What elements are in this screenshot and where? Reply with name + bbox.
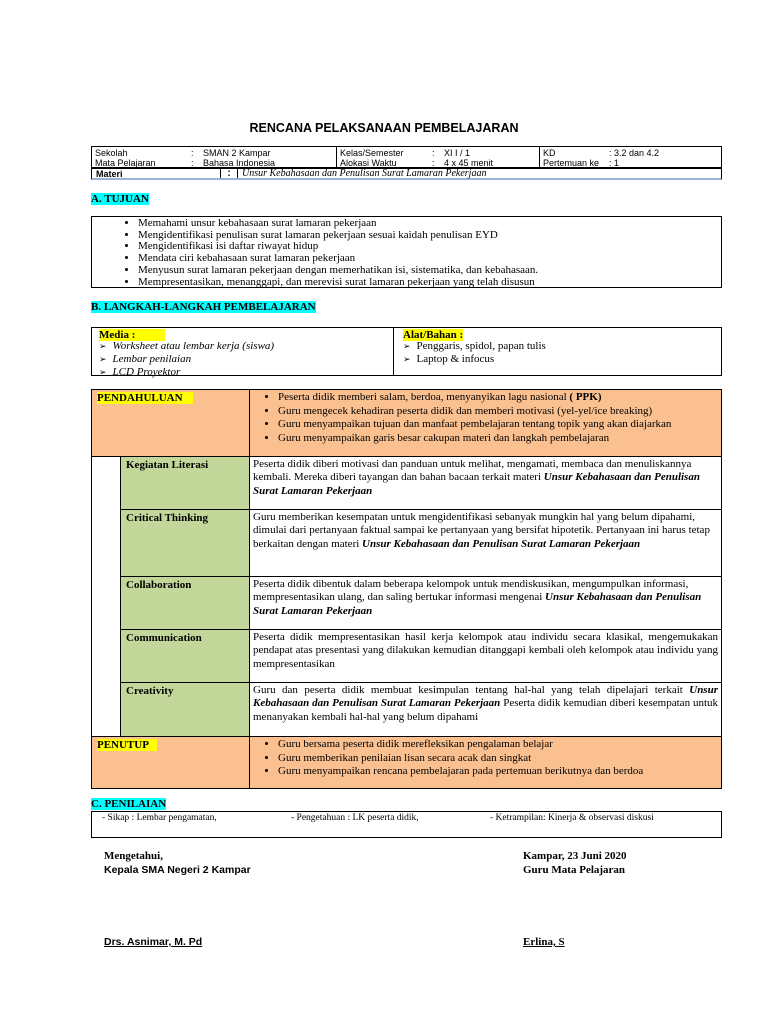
alokasi-value: 4 x 45 menit [444,158,494,168]
list-item: • Mempresentasikan, menanggapi, dan merevisi surat lamaran pekerjaan yang telah disusun [138,277,721,289]
mapel-sep: : [191,158,194,168]
list-item: • Guru menyampaikan rencana pembelajaran pada pertemuan berikutnya dan berdoa [278,765,719,779]
pendahuluan-label: PENDAHULUAN [97,392,193,404]
kegiatan-label: Communication [121,630,250,683]
penilaian-box [91,811,722,838]
list-item: • Guru bersama peserta didik merefleksikan pengalaman belajar [278,738,719,752]
kd-label: KD [543,148,556,158]
list-item: ➢ LCD Proyektor [99,367,393,380]
list-item: • Mengidentifikasi penulisan surat lamaran pekerjaan sesuai kaidah penulisan EYD [138,230,721,242]
sig-right-line1: Kampar, 23 Juni 2020 [523,850,627,862]
list-item: ➢ Penggaris, spidol, papan tulis [403,341,546,354]
alokasi-sep: : [432,158,435,168]
kegiatan-label: Creativity [121,683,250,737]
list-item: • Memahami unsur kebahasaan surat lamaran pekerjaan [138,218,721,230]
penutup-label: PENUTUP [97,739,157,751]
kegiatan-text: Guru memberikan kesempatan untuk mengidentifikasi sebanyak mungkin hal yang belum dipahami, dimulai dari pertanyaan faktual sampai ke pertanyaan yang bersifat hipotetik. Pertanyaan ini harus tetap berkaitan dengan materi Unsur Kebahasaan dan Penulisan Surat Lamaran Pekerjaan [250,510,722,577]
document-title: RENCANA PELAKSANAAN PEMBELAJARAN [249,121,519,135]
langkah-heading: B. LANGKAH-LANGKAH PEMBELAJARAN [91,301,316,313]
kelas-value: XI I / 1 [444,148,471,158]
pertemuan-value: : 1 [609,158,620,168]
list-item: • Guru memberikan penilaian lisan secara acak dan singkat [278,752,719,766]
list-item: • Guru menyampaikan garis besar cakupan materi dan langkah pembelajaran [278,432,719,446]
materi-sep: : [221,168,238,178]
materi-value: Unsur Kebahasaan dan Penulisan Surat Lamaran Pekerjaan [242,168,487,179]
pertemuan-label: Pertemuan ke [543,158,600,168]
alat-column [394,328,546,375]
kegiatan-text: Peserta didik mempresentasikan hasil kerja kelompok atau individu secara klasikal, mengemukakan pendapat atas presentasi yang dilakukan kemudian ditanggapi kembali oleh kelompok atau individu yang mempresentasikan [250,630,722,683]
list-item: • Peserta didik memberi salam, berdoa, menyanyikan lagu nasional ( PPK) [278,391,719,405]
sig-left-line2: Kepala SMA Negeri 2 Kampar [104,864,251,876]
penilaian-pengetahuan: - Pengetahuan : LK peserta didik, [291,813,419,823]
signature-left [104,849,251,877]
materi-row [91,167,722,180]
penutup-items-cell [250,737,722,789]
alokasi-label: Alokasi Waktu [340,158,397,168]
materi-label: Materi [92,168,221,178]
mapel-value: Bahasa Indonesia [203,158,276,168]
kegiatan-label: Kegiatan Literasi [121,457,250,510]
sekolah-label: Sekolah [95,148,128,158]
alat-list [403,341,546,367]
sig-left-line1: Mengetahui, [104,850,163,862]
penutup-list [252,738,719,779]
kegiatan-text: Guru dan peserta didik membuat kesimpulan tentang hal-hal yang telah dipelajari terkait Unsur Kebahasaan dan Penulisan Surat Lamaran Pekerjaan Peserta didik kemudian diberi kesempatan untuk menanyakan kembali hal-hal yang belum dipahami [250,683,722,737]
kegiatan-text: Peserta didik diberi motivasi dan panduan untuk melihat, mengamati, membaca dan menuliskannya kembali. Mereka diberi tayangan dan bahan bacaan terkait materi Unsur Kebahasaan dan Penulisan Surat Lamaran Pekerjaan [250,457,722,510]
media-box [91,327,722,376]
kegiatan-label: Collaboration [121,577,250,630]
sig-right-name: Erlina, S [523,936,565,948]
list-item: • Guru mengecek kehadiran peserta didik dan memberi motivasi (yel-yel/ice breaking) [278,405,719,419]
list-item: • Menyusun surat lamaran pekerjaan dengan memerhatikan isi, sistematika, dan kebahasaan. [138,265,721,277]
tujuan-heading: A. TUJUAN [91,193,149,205]
pendahuluan-items-cell [250,390,722,457]
list-item: ➢ Worksheet atau lembar kerja (siswa) [99,341,393,354]
sig-left-name: Drs. Asnimar, M. Pd [104,936,203,948]
pendahuluan-list [252,391,719,445]
list-item: • Mengidentifikasi isi daftar riwayat hidup [138,241,721,253]
list-item: ➢ Laptop & infocus [403,354,546,367]
kegiatan-label: Critical Thinking [121,510,250,577]
pendahuluan-label-cell [92,390,250,457]
signature-right [523,849,627,877]
kelas-sep: : [432,148,435,158]
penilaian-heading: C. PENILAIAN [91,798,167,810]
penilaian-ketrampilan: - Ketrampilan: Kinerja & observasi diskusi [490,813,654,823]
media-column [92,328,394,378]
kelas-label: Kelas/Semester [340,148,404,158]
penilaian-sikap: - Sikap : Lembar pengamatan, [102,813,217,823]
alat-label: Alat/Bahan : [403,329,464,341]
media-label: Media : [99,329,165,341]
list-item: • Guru menyampaikan tujuan dan manfaat pembelajaran tentang topik yang akan diajarkan [278,418,719,432]
spacer-cell [92,457,121,737]
kegiatan-text: Peserta didik dibentuk dalam beberapa kelompok untuk mendiskusikan, mengumpulkan informasi, mempresentasikan ulang, dan saling bertukar informasi mengenai Unsur Kebahasaan dan Penulisan Surat Lamaran Pekerjaan [250,577,722,630]
kd-value: : 3.2 dan 4.2 [609,148,660,158]
tujuan-list [92,218,721,288]
sekolah-value: SMAN 2 Kampar [203,148,271,158]
mapel-label: Mata Pelajaran [95,158,156,168]
header-table [91,146,722,169]
list-item: • Mendata ciri kebahasaan surat lamaran pekerjaan [138,253,721,265]
sig-right-line2: Guru Mata Pelajaran [523,864,626,876]
sekolah-sep: : [191,148,194,158]
list-item: ➢ Lembar penilaian [99,354,393,367]
penutup-label-cell [92,737,250,789]
activity-table [91,389,722,789]
media-list [99,341,393,379]
tujuan-box [91,216,722,288]
